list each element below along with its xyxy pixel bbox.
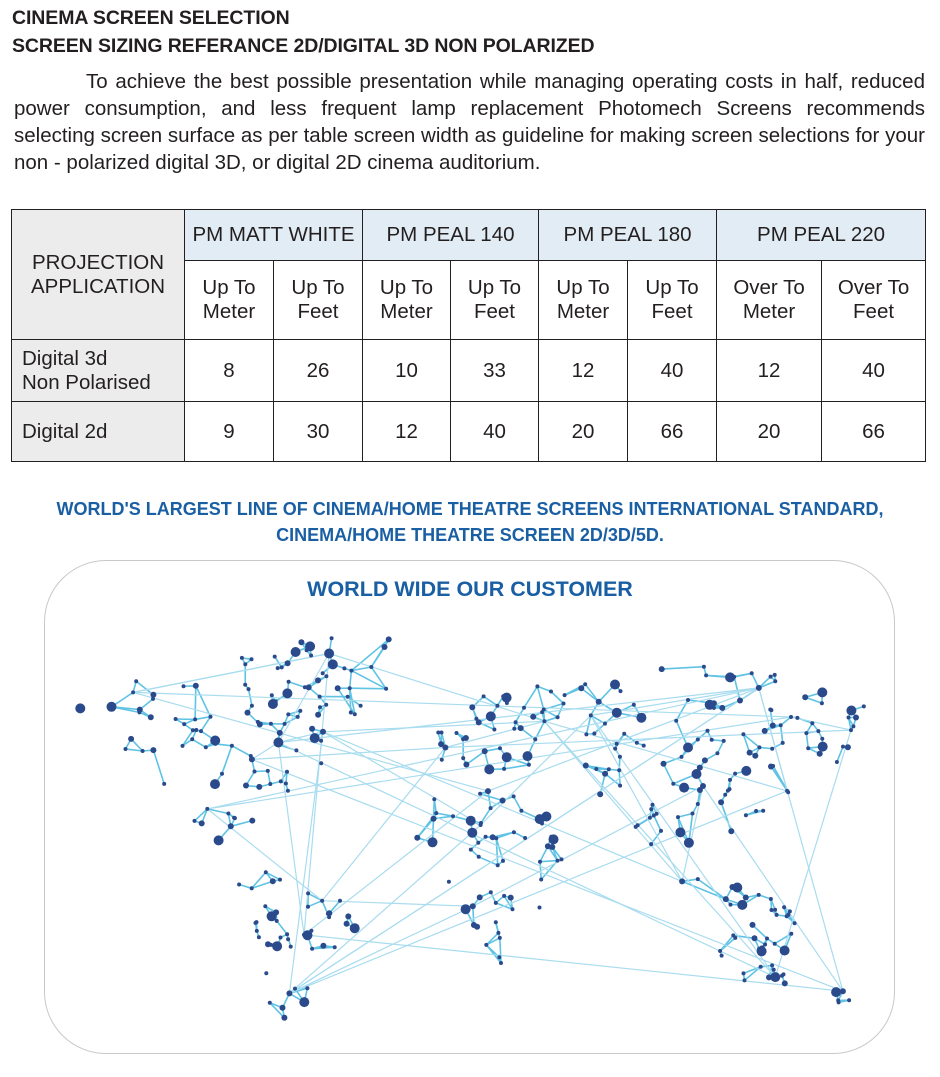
sub-header-line1: Up To bbox=[291, 276, 345, 299]
row-label bbox=[12, 402, 185, 462]
group-header: PM MATT WHITE bbox=[185, 210, 363, 261]
tagline-line1: WORLD'S LARGEST LINE OF CINEMA/HOME THEATRE SCREENS INTERNATIONAL STANDARD, bbox=[56, 499, 884, 519]
sub-header-line2: Feet bbox=[853, 300, 895, 323]
page-title: CINEMA SCREEN SELECTION bbox=[12, 7, 290, 29]
sub-header bbox=[822, 261, 926, 340]
intro-paragraph: To achieve the best possible presentation while managing operating costs in half, reduced power consumption, and less frequent lamp replacement Photomech Screens recommends selecting screen surface as per table screen width as guideline for making screen selections for your non - polarized digital 3D, or digital 2D cinema auditorium. bbox=[14, 70, 925, 174]
world-map-card bbox=[44, 560, 895, 1054]
table-row bbox=[12, 340, 926, 402]
page-subtitle: SCREEN SIZING REFERANCE 2D/DIGITAL 3D NON POLARIZED bbox=[12, 35, 595, 57]
tagline-line2: CINEMA/HOME THEATRE SCREEN 2D/3D/5D. bbox=[276, 525, 664, 545]
table-cell: 12 bbox=[717, 340, 822, 402]
table-cell: 40 bbox=[628, 340, 717, 402]
group-header: PM PEAL 220 bbox=[717, 210, 926, 261]
screen-sizing-table bbox=[11, 209, 926, 462]
sub-header-line1: Up To bbox=[645, 276, 699, 299]
sub-header-line1: Up To bbox=[379, 276, 434, 299]
corner-header bbox=[12, 210, 185, 340]
table-cell: 8 bbox=[185, 340, 274, 402]
row-label-line1: Digital 2d bbox=[22, 419, 108, 443]
corner-header-line2: APPLICATION bbox=[30, 274, 166, 298]
sub-header-line2: Feet bbox=[651, 300, 693, 323]
sub-header bbox=[185, 261, 274, 340]
table-cell: 10 bbox=[363, 340, 451, 402]
table-cell: 12 bbox=[539, 340, 628, 402]
table-row bbox=[12, 402, 926, 462]
table-cell: 20 bbox=[539, 402, 628, 462]
table-cell: 9 bbox=[185, 402, 274, 462]
table-header-row bbox=[12, 210, 926, 261]
sub-header-line2: Meter bbox=[742, 300, 796, 323]
sub-header-line1: Over To bbox=[837, 276, 910, 299]
sub-header bbox=[274, 261, 363, 340]
table-cell: 40 bbox=[822, 340, 926, 402]
sub-header bbox=[628, 261, 717, 340]
table-cell: 12 bbox=[363, 402, 451, 462]
table-cell: 66 bbox=[822, 402, 926, 462]
sub-header-line2: Meter bbox=[380, 300, 433, 323]
group-header: PM PEAL 180 bbox=[539, 210, 717, 261]
table-cell: 30 bbox=[274, 402, 363, 462]
map-title: WORLD WIDE OUR CUSTOMER bbox=[307, 577, 633, 601]
table-cell: 40 bbox=[451, 402, 539, 462]
sub-header-line1: Up To bbox=[467, 276, 522, 299]
row-label bbox=[12, 340, 185, 402]
sub-header-line2: Feet bbox=[297, 300, 339, 323]
sub-header-line2: Meter bbox=[556, 300, 610, 323]
table-cell: 26 bbox=[274, 340, 363, 402]
sub-header bbox=[717, 261, 822, 340]
sub-header bbox=[451, 261, 539, 340]
sub-header bbox=[363, 261, 451, 340]
sub-header-line2: Feet bbox=[473, 300, 516, 323]
table-cell: 33 bbox=[451, 340, 539, 402]
row-label-line2: Non Polarised bbox=[22, 370, 151, 394]
sub-header-line1: Up To bbox=[202, 276, 256, 299]
sub-header-line2: Meter bbox=[202, 300, 256, 323]
group-header: PM PEAL 140 bbox=[363, 210, 539, 261]
sub-header-line1: Over To bbox=[733, 276, 805, 299]
table-cell: 20 bbox=[717, 402, 822, 462]
corner-header-line1: PROJECTION bbox=[31, 250, 165, 274]
table-cell: 66 bbox=[628, 402, 717, 462]
sub-header-line1: Up To bbox=[556, 276, 610, 299]
sub-header bbox=[539, 261, 628, 340]
row-label-line1: Digital 3d bbox=[22, 346, 108, 370]
